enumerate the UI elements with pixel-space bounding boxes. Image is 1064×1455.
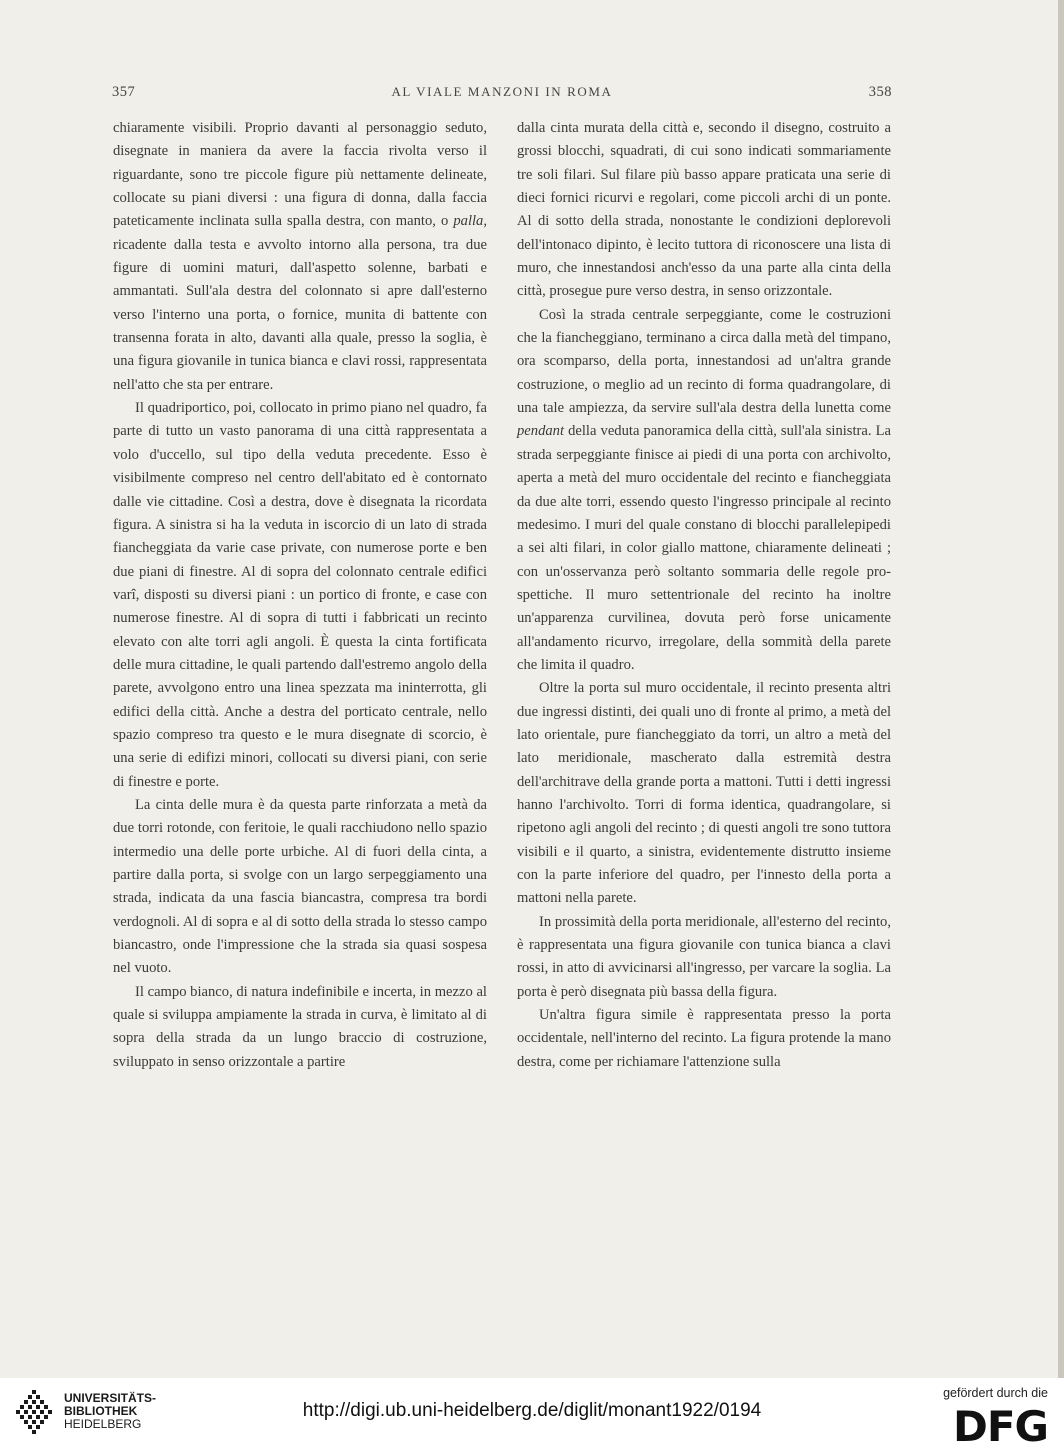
paragraph: dalla cinta murata della città e, secondo il disegno, costruito a grossi blocchi, squadrati, di cui sono indicati sommariamente tre soli filari. Sul filare più basso appare praticata una serie di dieci fornici ricurvi e regolari, come piccoli archi di un ponte. Al di sotto della strada, nonostante le condizioni deplorevoli dell'intonaco dipinto, è lecito tuttora di riconoscere una lista di muro, che innestandosi anch'esso da una parte alla cinta della città, prosegue pure verso destra, in senso orizzontale. [517,120,891,300]
paragraph: Un'altra figura simile è rappresentata presso la porta occidentale, nell'interno del recinto. La figura protende la mano destra, come per richiamare l'attenzione sulla [517,1007,891,1070]
paragraph [113,117,487,397]
paragraph: Il quadriportico, poi, collocato in primo piano nel quadro, fa parte di tutto un vasto panorama di una città rappresentata a volo d'uccello, sul tipo della veduta precedente. Esso è visibilmente compreso nel centro dell'abitato ed è contornato dalle vie cittadine. Così a destra, dove è disegnata la ricordata figura. A sinistra si ha la veduta in iscorcio di un lato di strada fiancheggiata da varie case private, con numerose porte e ben due piani di finestre. Al di sopra del colonnato centrale edifici varî, disposti su diversi piani : un portico di fronte, e case con numerose finestre. Al di sopra di tutti i fabbricati un recinto elevato con alte torri agli angoli. È questa la cinta fortificata delle mura cittadine, le quali partendo dall'estremo angolo della parete, avvolgono entro una linea spezzata ma ininterrotta, gli edifici della città. Anche a destra del porticato centrale, nello spazio compreso tra questo e le mura disegnate di scorcio, è una serie di edifizi minori, collocati su diversi piani, con serie di finestre e porte. [113,400,487,790]
text-run: della veduta panoramica della città, sull'ala sinistra. La strada serpeggiante finisce ai piedi di una porta con archivolto, aperta a metà del muro occidentale del recinto e fiancheggiata da due alte torri, essendo questo l'ingresso principale al recinto medesimo. I muri del quale constano di blocchi parallelepipedi a sei alti filari, in color giallo mattone, chiaramente delineati ; con un'osservanza però soltanto sommaria delle regole prospettiche. Il muro settentrionale del recinto ha inoltre un'apparenza curvilinea, dovuta però forse unicamente all'andamento ricurvo, irregolare, della sommità della parete che limita il quadro. [517,423,891,673]
page-number-left: 357 [112,84,136,100]
text-run: , ricadente dalla testa e avvolto intorno alla persona, tra due figure di uomini maturi, dall'aspetto solenne, barbati e ammantati. Sull'ala destra del colonnato si apre dall'esterno verso l'interno una porta, o fornice, munita di battente con transenna forata in alto, davanti alla quale, presso la soglia, è una figura giovanile in tunica bianca e clavi rossi, rappresentata nell'atto che sta per entrare. [113,213,487,393]
paragraph [517,304,891,678]
running-title: AL VIALE MANZONI IN ROMA [391,84,613,99]
italic-term: palla [453,213,484,230]
text-run: chiaramente visibili. Proprio davanti al personaggio seduto, disegnate in maniera da avere la faccia rivolta verso il riguardante, sono tre piccole figure più nettamente delineate, collocate su piani diversi : una figura di donna, dalla faccia pateticamente inclinata sulla spalla destra, con manto, o [113,120,487,230]
italic-term: pendant [517,423,565,440]
dfg-logo: DFG [952,1402,1048,1451]
library-name-line: BIBLIOTHEK [64,1404,138,1418]
text-run: Così la strada centrale serpeggiante, come le costruzioni che la fiancheggiano, terminano a circa dalla metà del timpano, ora scomparso, della porta, innestandosi ad un'altra grande costruzione, o meglio ad un recinto di forma quadrangolare, di una tale ampiezza, da servire sull'ala destra della lunetta come [517,306,891,417]
running-head [112,84,892,106]
paragraph: Oltre la porta sul muro occidentale, il recinto presenta altri due ingressi distinti, dei quali uno di fronte al primo, a metà del lato orientale, pure fiancheggiato da torri, un altro a metà del lato meridionale, mascherato dalla estremità destra dell'architrave della grande porta a mattoni. Tutti i detti ingressi hanno l'archivolto. Torri di forma identica, quadrangolare, si ripetono agli angoli del recinto ; di questi angoli tre sono tuttora visibili e il quarto, a sinistra, evidentemente distrutto insieme con la parte inferiore del quadro, per l'innesto della porta a mattoni nella parete. [517,680,891,907]
library-name-line: UNIVERSITÄTS- [64,1391,157,1405]
paragraph: La cinta delle mura è da questa parte rinforzata a metà da due torri rotonde, con feritoie, le quali racchiudono nello spazio intermedio una delle porte urbiche. Al di fuori della cinta, a partire dalla porta, si svolge con un largo serpeggiamento una strada, indicata da una fascia biancastra, compresa tra bordi verdognoli. Al di sopra e al di sotto della strada lo stesso campo biancastro, onde l'impressione che la strada sia quasi sospesa nel vuoto. [113,796,487,977]
funding-note: gefördert durch die [943,1386,1048,1400]
digitization-footer [0,1378,1064,1455]
page-number-right: 358 [868,84,892,100]
library-name-line: HEIDELBERG [64,1417,142,1431]
permalink-url[interactable]: http://digi.ub.uni-heidelberg.de/diglit/monant1922/0194 [302,1400,762,1421]
right-column [517,117,891,1074]
left-column [113,117,487,1074]
paragraph: In prossimità della porta meridionale, all'esterno del recinto, è rappresentata una figura giovanile con tunica bianca a clavi rossi, in atto di avvicinarsi all'ingresso, per varcare la soglia. La porta è però disegnata più bassa della figura. [517,913,891,1000]
paragraph: Il campo bianco, di natura indefinibile e incerta, in mezzo al quale si sviluppa ampiamente la strada in curva, è limitato al di sopra della strada da un lungo braccio di costruzione, sviluppato in senso orizzontale a partire [113,983,487,1070]
